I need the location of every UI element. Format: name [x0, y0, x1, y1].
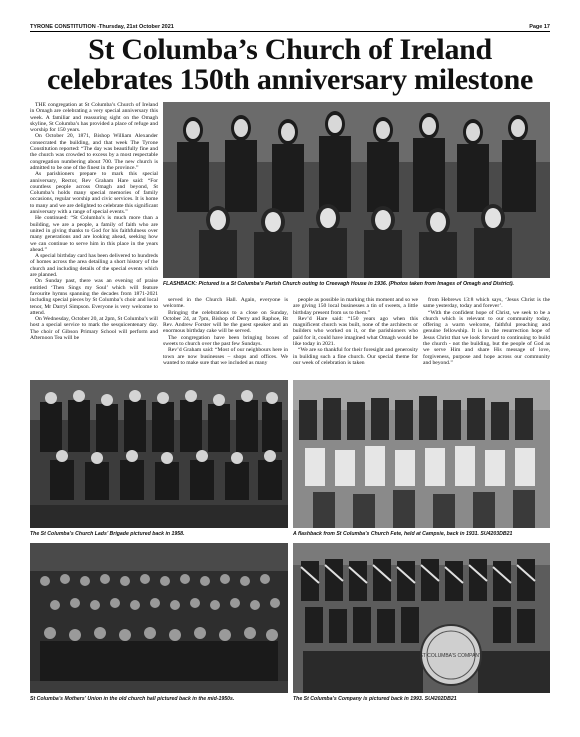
main-photo-caption: FLASHBACK: Pictured is a St Columba’s Parish Church outing to Creevagh House in 1936. (Photos taken from Images of Omagh and District).: [163, 281, 514, 287]
company-caption: The St Columba’s Company is pictured back in 1993. SU4202DB21: [293, 696, 457, 702]
paragraph: from Hebrews 13:8 which says, ‘Jesus Christ is the same yesterday, today and forever’.: [423, 297, 550, 310]
paragraph: “We are so thankful for their foresight and generosity in building such a fine church. Our special theme for our week of celebration is taken: [293, 347, 418, 366]
lads-brigade-caption: The St Columba’s Church Lads’ Brigade pictured back in 1958.: [30, 531, 185, 537]
photo-church-fete-1931: [293, 380, 550, 528]
paragraph: Bringing the celebrations to a close on Sunday, October 24, at 7pm, Bishop of Derry and Raphoe, Rt Rev. Andrew Forster will be the guest speaker and an enormous birthday cake will be served.: [163, 309, 288, 335]
paragraph: On October 20, 1871, Bishop William Alexander consecrated the building, and that week The Tyrone Constitution reported: “The day was beautifully fine and the church was crowded to excess by a most respectable congregation numbering about 700. The new church is admitted to be one of the finest in the province.”: [30, 133, 158, 171]
paragraph: THE congregation at St Columba’s Church of Ireland in Omagh are celebrating a very special anniversary this week. A familiar and reassuring sight on the Omagh skyline, St Columba’s has provided a place of refuge and worship for 150 years.: [30, 102, 158, 134]
paragraph: Rev’d Hare said: “150 years ago when this magnificent church was built, none of the architects or builders who worked on it, or the parishioners who paid for it, could have imagined what Omagh would be like today in 2021.: [293, 315, 418, 348]
church-fete-caption: A flashback from St Columba’s Church Fete, held at Campsie, back in 1931. SU4203DB21: [293, 531, 513, 537]
headline: [30, 35, 550, 95]
paragraph: Rev’d Graham said: “Most of our neighbours here in town are now businesses – shops and offices. We wanted to make sure that we included as many: [163, 347, 288, 366]
publication-date: TYRONE CONSTITUTION -Thursday, 21st October 2021: [30, 24, 174, 30]
paragraph: “With the confident hope of Christ, we seek to be a church which is relevant to our community today, offering a warm welcome, faithful preaching and genuine fellowship. It is in the resurrection hope of Jesus Christ that we look forward to continuing to build the church - not the building, but the people of God as we serve Him and share His message of love, forgiveness, purpose and hope across our community and beyond.”: [423, 309, 550, 366]
headline-line-1: St Columba’s Church of Ireland: [88, 33, 492, 66]
paragraph: A special birthday card has been delivered to hundreds of homes across the area detailing a short history of the church and including details of the special events which are planned.: [30, 253, 158, 279]
paragraph: served in the Church Hall. Again, everyone is welcome.: [163, 297, 288, 310]
page-header: [30, 24, 550, 32]
main-photo-1936-outing: [163, 102, 550, 278]
paragraph: On Wednesday, October 20, at 2pm, St Columba’s will host a special service to mark the sesquicentenary day. The choir of Gibson Primary School will perform and Afternoon Tea will be: [30, 316, 158, 341]
paragraph: He continued: “St Columba’s is much more than a building, we are a people, a family of faith who are united in giving thanks to God for his faithfulness over many generations and are looking ahead, seeking how we can continue to serve him in this place in the years ahead.”: [30, 215, 158, 253]
page-number: Page 17: [529, 24, 550, 30]
paragraph: The congregation have been bringing boxes of sweets to church over the past few Sundays.: [163, 334, 288, 348]
article-column-4: [423, 297, 550, 375]
mothers-union-image: [30, 543, 288, 693]
photo-company-1993: [293, 543, 550, 693]
paragraph: On Sunday past, there was an evening of praise entitled ‘Then Sings my Soul’ which will feature favourite hymns spanning the decades from 1871-2021 including special pieces by St Columba’s choir and local tenor, Mr Darryl Simpson. Everyone is very welcome to attend.: [30, 278, 158, 316]
paragraph: people as possible in marking this moment and so we are giving 150 local businesses a tin of sweets, a little birthday present from us to them.”: [293, 297, 418, 316]
paragraph: As parishioners prepare to mark this special anniversary, Rector, Rev Graham Hare said: “For countless people across Omagh and beyond, St Columba’s holds many special memories of family occasions, regular worship and civic services. It is home to many and we are delighted to celebrate this significant anniversary with a range of special events.”: [30, 171, 158, 216]
article-column-3: [293, 297, 418, 375]
drum-lettering: ST COLUMBA’S COMPANY: [419, 653, 483, 659]
photo-lads-brigade-1958: [30, 380, 288, 528]
article-column-1: [30, 102, 158, 372]
photo-mothers-union-1950s: [30, 543, 288, 693]
lads-brigade-image: [30, 380, 288, 528]
mothers-union-caption: St Columba’s Mothers’ Union in the old church hall pictured back in the mid-1950s.: [30, 696, 235, 702]
headline-line-2: celebrates 150th anniversary milestone: [46, 63, 533, 96]
article-column-2: [163, 297, 288, 375]
group-photo-image: [163, 102, 550, 278]
company-image: [293, 543, 550, 693]
church-fete-image: [293, 380, 550, 528]
